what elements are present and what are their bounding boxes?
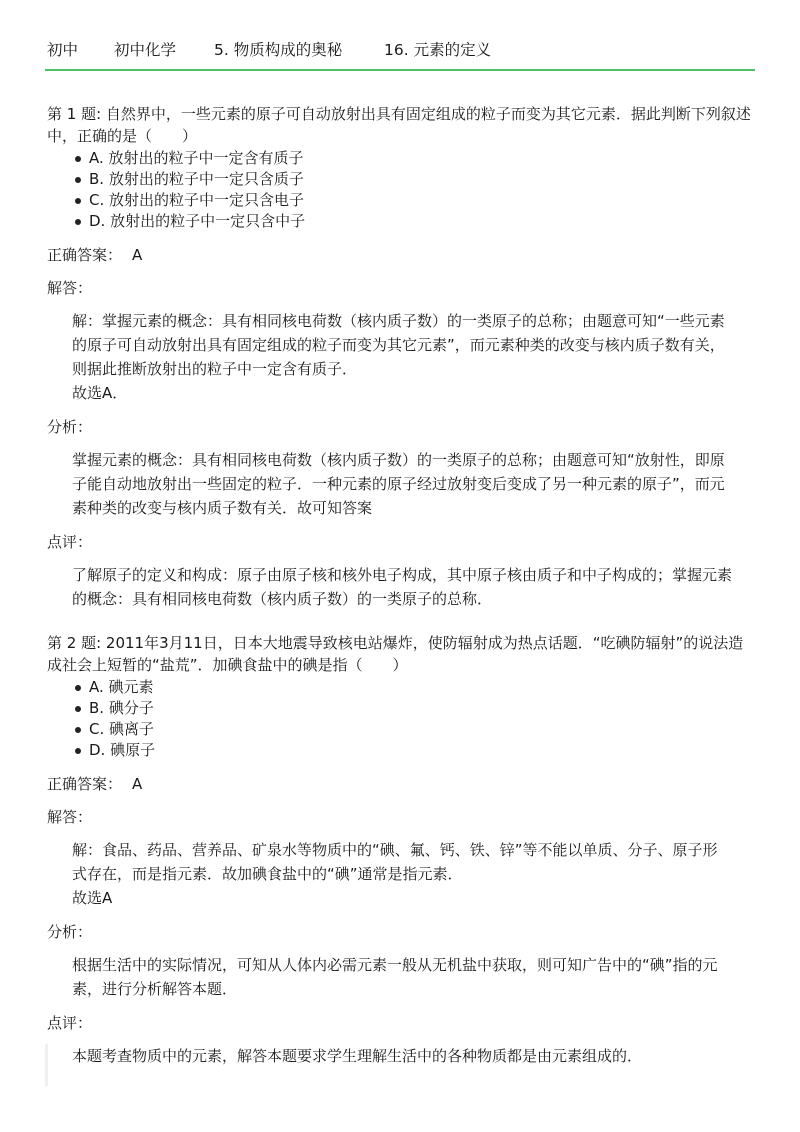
analysis-text <box>72 448 732 520</box>
correct-answer <box>47 244 757 266</box>
breadcrumb-item[interactable]: 16. 元素的定义 <box>384 41 492 59</box>
header-divider <box>45 69 755 71</box>
analysis-paragraph: 掌握元素的概念：具有相同核电荷数（核内质子数）的一类原子的总称；由题意可知“放射性，即原子能自动地放射出一些固定的粒子．一种元素的原子经过放射变后变成了另一种元素的原子”，而元素种类的改变与核内质子数有关．故可知答案 <box>72 451 725 517</box>
breadcrumb-item[interactable]: 5. 物质构成的奥秘 <box>214 41 343 59</box>
correct-answer <box>47 773 757 795</box>
analysis-label: 分析： <box>47 923 93 941</box>
solution-text <box>72 838 732 910</box>
breadcrumb-item[interactable]: 初中 <box>47 41 79 59</box>
comment-paragraph: 本题考查物质中的元素，解答本题要求学生理解生活中的各种物质都是由元素组成的． <box>72 1047 643 1065</box>
answer-value: A <box>132 775 143 793</box>
comment-text <box>45 1044 732 1086</box>
solution-text <box>72 309 732 405</box>
option-c[interactable]: C. 放射出的粒子中一定只含电子 <box>77 190 757 211</box>
answer-value: A <box>132 246 143 264</box>
option-b[interactable]: B. 碘分子 <box>77 698 757 719</box>
comment-label: 点评： <box>47 533 93 551</box>
solution-label: 解答： <box>47 808 93 826</box>
breadcrumb <box>47 38 491 60</box>
question-title: 第 1 题: 自然界中，一些元素的原子可自动放射出具有固定组成的粒子而变为其它元素．据此判断下列叙述中，正确的是（ ） <box>47 105 751 145</box>
breadcrumb-item[interactable]: 初中化学 <box>114 41 177 59</box>
solution-paragraph: 解：食品、药品、营养品、矿泉水等物质中的“碘、氟、钙、铁、锌”等不能以单质、分子、原子形式存在，而是指元素．故加碘食盐中的“碘”通常是指元素． <box>72 841 718 883</box>
comment-text <box>72 563 732 611</box>
comment-label: 点评： <box>47 1014 93 1032</box>
options-list <box>47 677 757 761</box>
comment-paragraph: 了解原子的定义和构成：原子由原子核和核外电子构成，其中原子核由质子和中子构成的；掌握元素的概念：具有相同核电荷数（核内质子数）的一类原子的总称． <box>72 566 733 608</box>
solution-label: 解答： <box>47 279 93 297</box>
option-a[interactable]: A. 碘元素 <box>77 677 757 698</box>
analysis-label: 分析： <box>47 418 93 436</box>
option-d[interactable]: D. 碘原子 <box>77 740 757 761</box>
option-b[interactable]: B. 放射出的粒子中一定只含质子 <box>77 169 757 190</box>
option-c[interactable]: C. 碘离子 <box>77 719 757 740</box>
question-1 <box>47 103 757 611</box>
question-2 <box>47 632 757 1086</box>
options-list <box>47 148 757 232</box>
solution-conclusion: 故选A <box>72 889 113 907</box>
solution-paragraph: 解：掌握元素的概念：具有相同核电荷数（核内质子数）的一类原子的总称；由题意可知“一些元素的原子可自动放射出具有固定组成的粒子而变为其它元素”，而元素种类的改变与核内质子数有关，则据此推断放射出的粒子中一定含有质子． <box>72 312 725 378</box>
analysis-text <box>72 953 732 1001</box>
question-title: 第 2 题: 2011年3月11日，日本大地震导致核电站爆炸，使防辐射成为热点话题．“吃碘防辐射”的说法造成社会上短暂的“盐荒”．加碘食盐中的碘是指（ ） <box>47 634 744 674</box>
analysis-paragraph: 根据生活中的实际情况，可知从人体内必需元素一般从无机盐中获取，则可知广告中的“碘”指的元素，进行分析解答本题． <box>72 956 718 998</box>
option-a[interactable]: A. 放射出的粒子中一定含有质子 <box>77 148 757 169</box>
option-d[interactable]: D. 放射出的粒子中一定只含中子 <box>77 211 757 232</box>
answer-label: 正确答案： <box>47 775 123 793</box>
solution-conclusion: 故选A． <box>72 384 128 402</box>
answer-label: 正确答案： <box>47 246 123 264</box>
